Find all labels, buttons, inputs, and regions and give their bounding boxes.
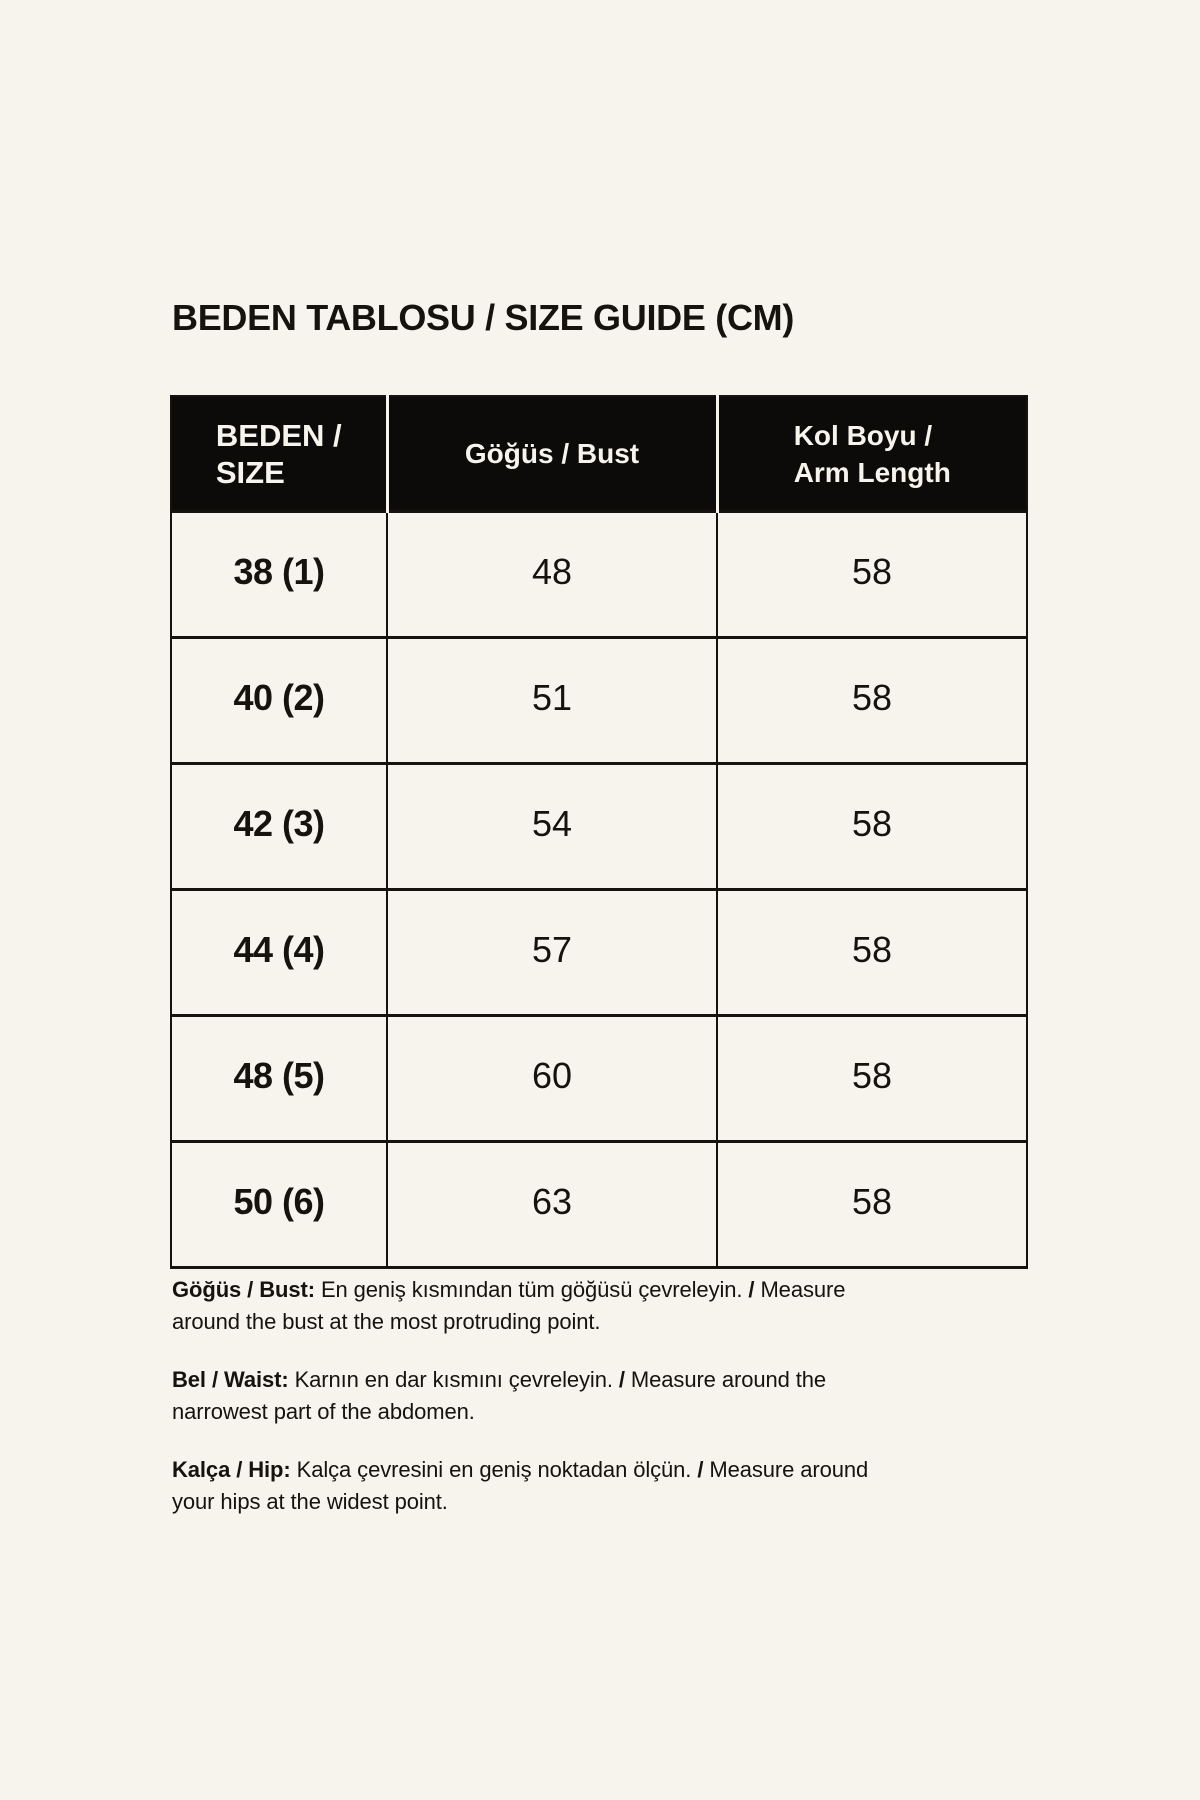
header-cell-size	[171, 396, 387, 512]
note-separator: /	[618, 1367, 625, 1392]
size-table-body	[171, 512, 1027, 1268]
table-row	[171, 638, 1027, 764]
measurement-note	[172, 1454, 902, 1518]
cell-arm-length: 58	[717, 1016, 1027, 1142]
cell-size: 48 (5)	[171, 1016, 387, 1142]
cell-arm-length: 58	[717, 764, 1027, 890]
note-text-en: Measure around the narrowest part of the abdomen.	[172, 1367, 827, 1424]
cell-arm-length: 58	[717, 1142, 1027, 1268]
table-row	[171, 764, 1027, 890]
note-label: Göğüs / Bust:	[172, 1277, 315, 1302]
cell-bust: 54	[387, 764, 717, 890]
measurement-note	[172, 1274, 902, 1338]
header-label-size: BEDEN / SIZE	[215, 417, 342, 490]
cell-bust: 48	[387, 512, 717, 638]
header-row	[171, 396, 1027, 512]
note-separator: /	[697, 1457, 704, 1482]
note-label: Bel / Waist:	[172, 1367, 289, 1392]
header-label-arm-length: Kol Boyu / Arm Length	[793, 419, 951, 488]
note-label: Kalça / Hip:	[172, 1457, 291, 1482]
table-row	[171, 1016, 1027, 1142]
note-text-tr: Karnın en dar kısmını çevreleyin.	[294, 1367, 613, 1392]
header-cell-arm-length	[717, 396, 1027, 512]
header-label-bust: Göğüs / Bust	[464, 438, 640, 469]
cell-arm-length: 58	[717, 890, 1027, 1016]
cell-bust: 63	[387, 1142, 717, 1268]
cell-arm-length: 58	[717, 638, 1027, 764]
table-row	[171, 512, 1027, 638]
cell-size: 44 (4)	[171, 890, 387, 1016]
page-title: BEDEN TABLOSU / SIZE GUIDE (CM)	[172, 297, 795, 338]
header-cell-bust	[387, 396, 717, 512]
cell-size: 40 (2)	[171, 638, 387, 764]
cell-bust: 51	[387, 638, 717, 764]
note-text-en: Measure around your hips at the widest point.	[172, 1457, 869, 1514]
cell-arm-length: 58	[717, 512, 1027, 638]
size-table-header	[171, 396, 1027, 512]
cell-size: 42 (3)	[171, 764, 387, 890]
table-row	[171, 890, 1027, 1016]
cell-bust: 57	[387, 890, 717, 1016]
cell-size: 50 (6)	[171, 1142, 387, 1268]
note-separator: /	[748, 1277, 755, 1302]
note-text-tr: Kalça çevresini en geniş noktadan ölçün.	[296, 1457, 692, 1482]
note-text-en: Measure around the bust at the most protruding point.	[172, 1277, 846, 1334]
cell-bust: 60	[387, 1016, 717, 1142]
measurement-notes	[172, 1274, 902, 1544]
note-text-tr: En geniş kısmından tüm göğüsü çevreleyin.	[320, 1277, 743, 1302]
size-guide-table	[170, 395, 1028, 1269]
cell-size: 38 (1)	[171, 512, 387, 638]
measurement-note	[172, 1364, 902, 1428]
table-row	[171, 1142, 1027, 1268]
